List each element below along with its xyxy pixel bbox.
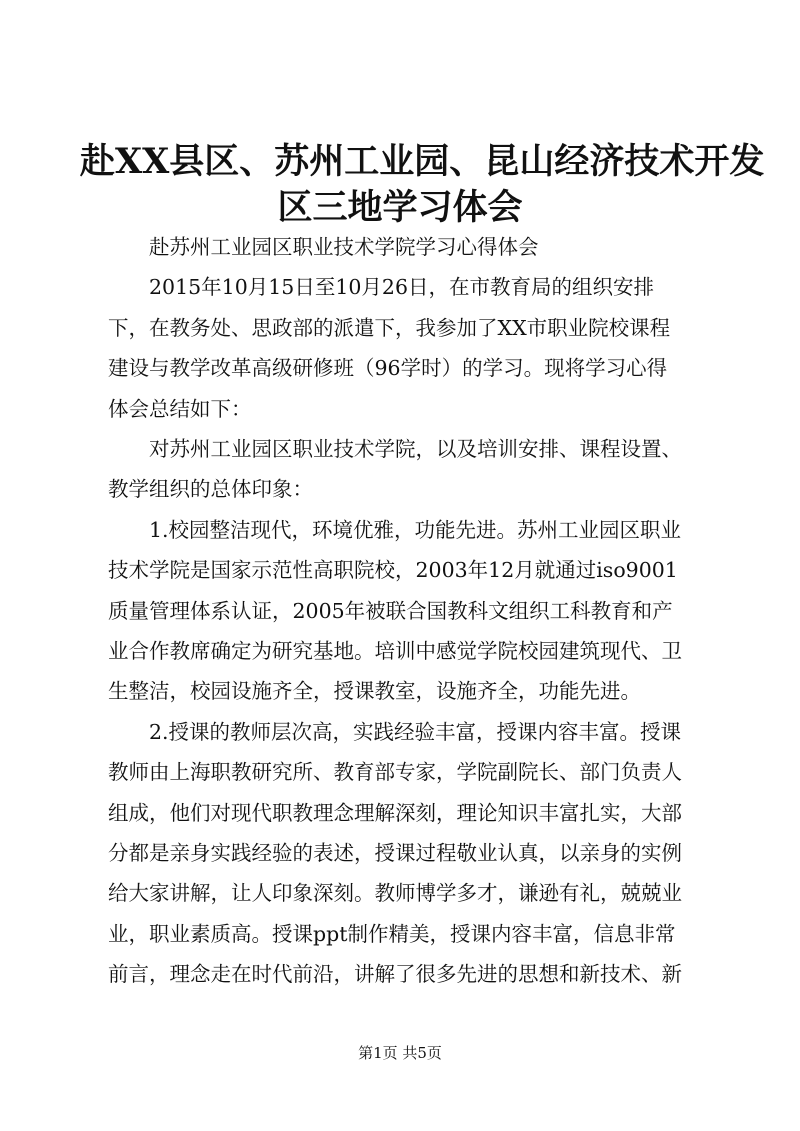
body-line: 赴苏州工业园区职业技术学院学习心得体会 [108,235,539,259]
body-line: 给大家讲解，让人印象深刻。教师博学多才，谦逊有礼，兢兢业 [108,881,682,906]
body-line: 2015年10月15日至10月26日，在市教育局的组织安排 [108,275,655,300]
body-line: 组成，他们对现代职教理念理解深刻，理论知识丰富扎实，大部 [108,800,682,825]
document-title-line-2: 区三地学习体会 [277,187,523,228]
document-title-line-1: 赴XX县区、苏州工业园、昆山经济技术开发 [80,141,765,182]
body-line: 生整洁，校园设施齐全，授课教室，设施齐全，功能先进。 [108,679,641,704]
body-line: 教师由上海职教研究所、教育部专家，学院副院长、部门负责人 [108,760,682,785]
body-line: 前言，理念走在时代前沿，讲解了很多先进的思想和新技术、新 [108,962,682,987]
body-line: 分都是亲身实践经验的表述，授课过程敬业认真，以亲身的实例 [108,841,682,865]
body-line: 建设与教学改革高级研修班（96学时）的学习。现将学习心得 [108,356,668,381]
body-line: 1.校园整洁现代，环境优雅，功能先进。苏州工业园区职业 [108,517,682,542]
body-line: 2.授课的教师层次高，实践经验丰富，授课内容丰富。授课 [108,719,682,744]
body-line: 业，职业素质高。授课ppt制作精美，授课内容丰富，信息非常 [108,921,676,946]
body-line: 对苏州工业园区职业技术学院，以及培训安排、课程设置、 [108,437,682,461]
body-line: 体会总结如下： [108,396,252,421]
body-line: 技术学院是国家示范性高职院校，2003年12月就通过iso9001 [108,558,678,583]
body-line: 下，在教务处、思政部的派遣下，我参加了XX市职业院校课程 [108,315,671,340]
body-line: 业合作教席确定为研究基地。培训中感觉学院校园建筑现代、卫 [108,639,682,663]
body-line: 教学组织的总体印象： [108,477,313,502]
page-footer: 第1页 共5页 [358,1044,442,1062]
body-line: 质量管理体系认证，2005年被联合国教科文组织工科教育和产 [108,598,673,623]
